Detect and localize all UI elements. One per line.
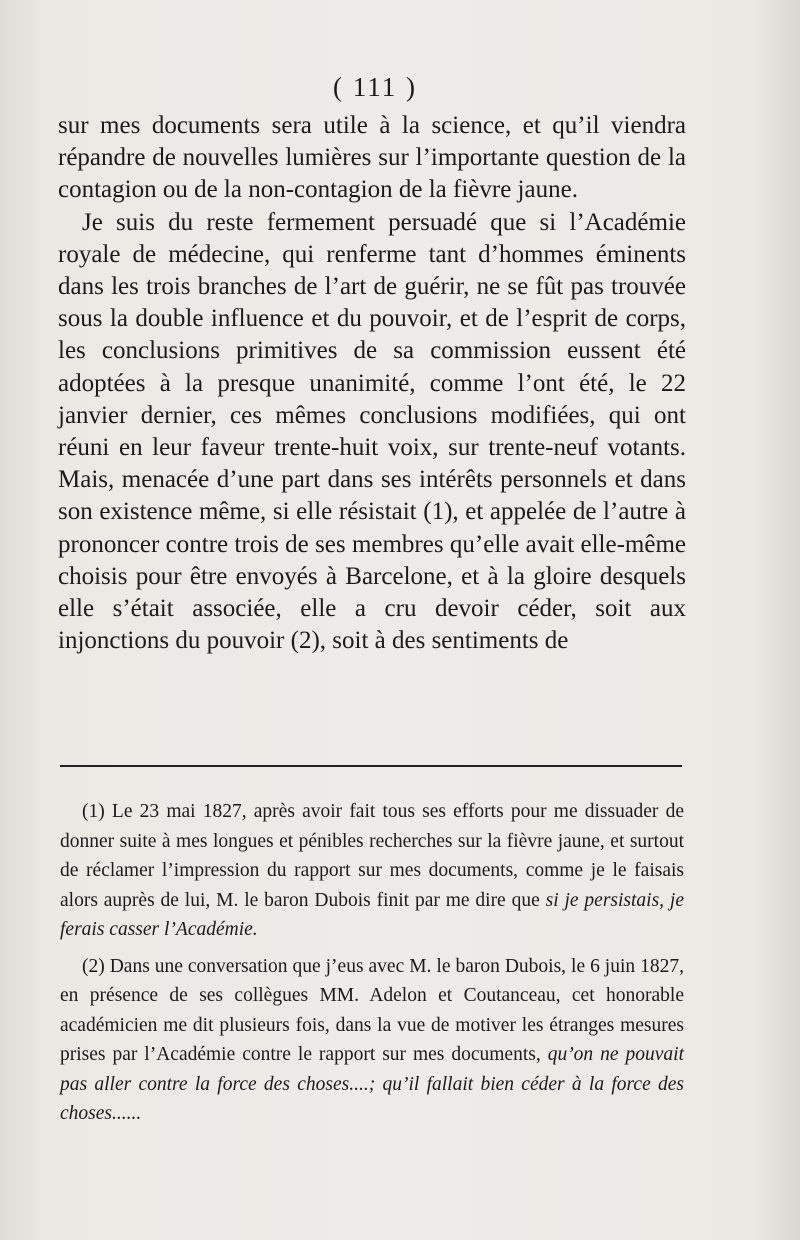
page-number: ( 111 ) xyxy=(333,72,417,102)
main-text xyxy=(58,110,686,657)
footnote-2-quote: qu’on ne pouvait pas aller contre la force des choses....; qu’il fallait bien céder à la force des choses...... xyxy=(60,1044,684,1124)
footnote-1-quote: si je persistais, je ferais casser l’Académie. xyxy=(60,889,684,940)
footnote-1 xyxy=(60,797,684,945)
footnote-1-text: (1) Le 23 mai 1827, après avoir fait tous ses efforts pour me dissuader de donner suite à mes longues et pénibles recherches sur la fièvre jaune, et surtout de réclamer l’impression du rapport sur mes documents, comme je le faisais alors auprès de lui, M. le baron Dubois finit par me dire que xyxy=(60,801,684,911)
paragraph: Je suis du reste fermement persuadé que si l’Académie royale de médecine, qui renferme tant d’hommes éminents dans les trois branches de l’art de guérir, ne se fût pas trouvée sous la double influence et du pouvoir, et de l’esprit de corps, les conclusions primitives de sa commission eussent été adoptées à la presque unanimité, comme l’ont été, le 22 janvier dernier, ces mêmes conclusions modifiées, qui ont réuni en leur faveur trente-huit voix, sur trente-neuf votants. Mais, menacée d’une part dans ses intérêts personnels et dans son existence même, si elle résistait (1), et appelée de l’autre à prononcer contre trois de ses membres qu’elle avait elle-même choisis pour être envoyés à Barcelone, et à la gloire desquels elle s’était associée, elle a cru devoir céder, soit aux injonctions du pouvoir (2), soit à des sentiments de xyxy=(58,208,686,655)
footnote-divider xyxy=(60,765,682,767)
footnotes xyxy=(60,797,684,1136)
paragraph-continuation: sur mes documents sera utile à la science, et qu’il viendra répandre de nouvelles lumières sur l’importante question de la contagion ou de la non-contagion de la fièvre jaune. xyxy=(58,112,686,204)
footnote-2 xyxy=(60,952,684,1129)
footnote-2-text: (2) Dans une conversation que j’eus avec M. le baron Dubois, le 6 juin 1827, en présence de ses collègues MM. Adelon et Coutanceau, cet honorable académicien me dit plusieurs fois, dans la vue de motiver les étranges mesures prises par l’Académie contre le rapport sur mes documents, xyxy=(60,955,684,1065)
